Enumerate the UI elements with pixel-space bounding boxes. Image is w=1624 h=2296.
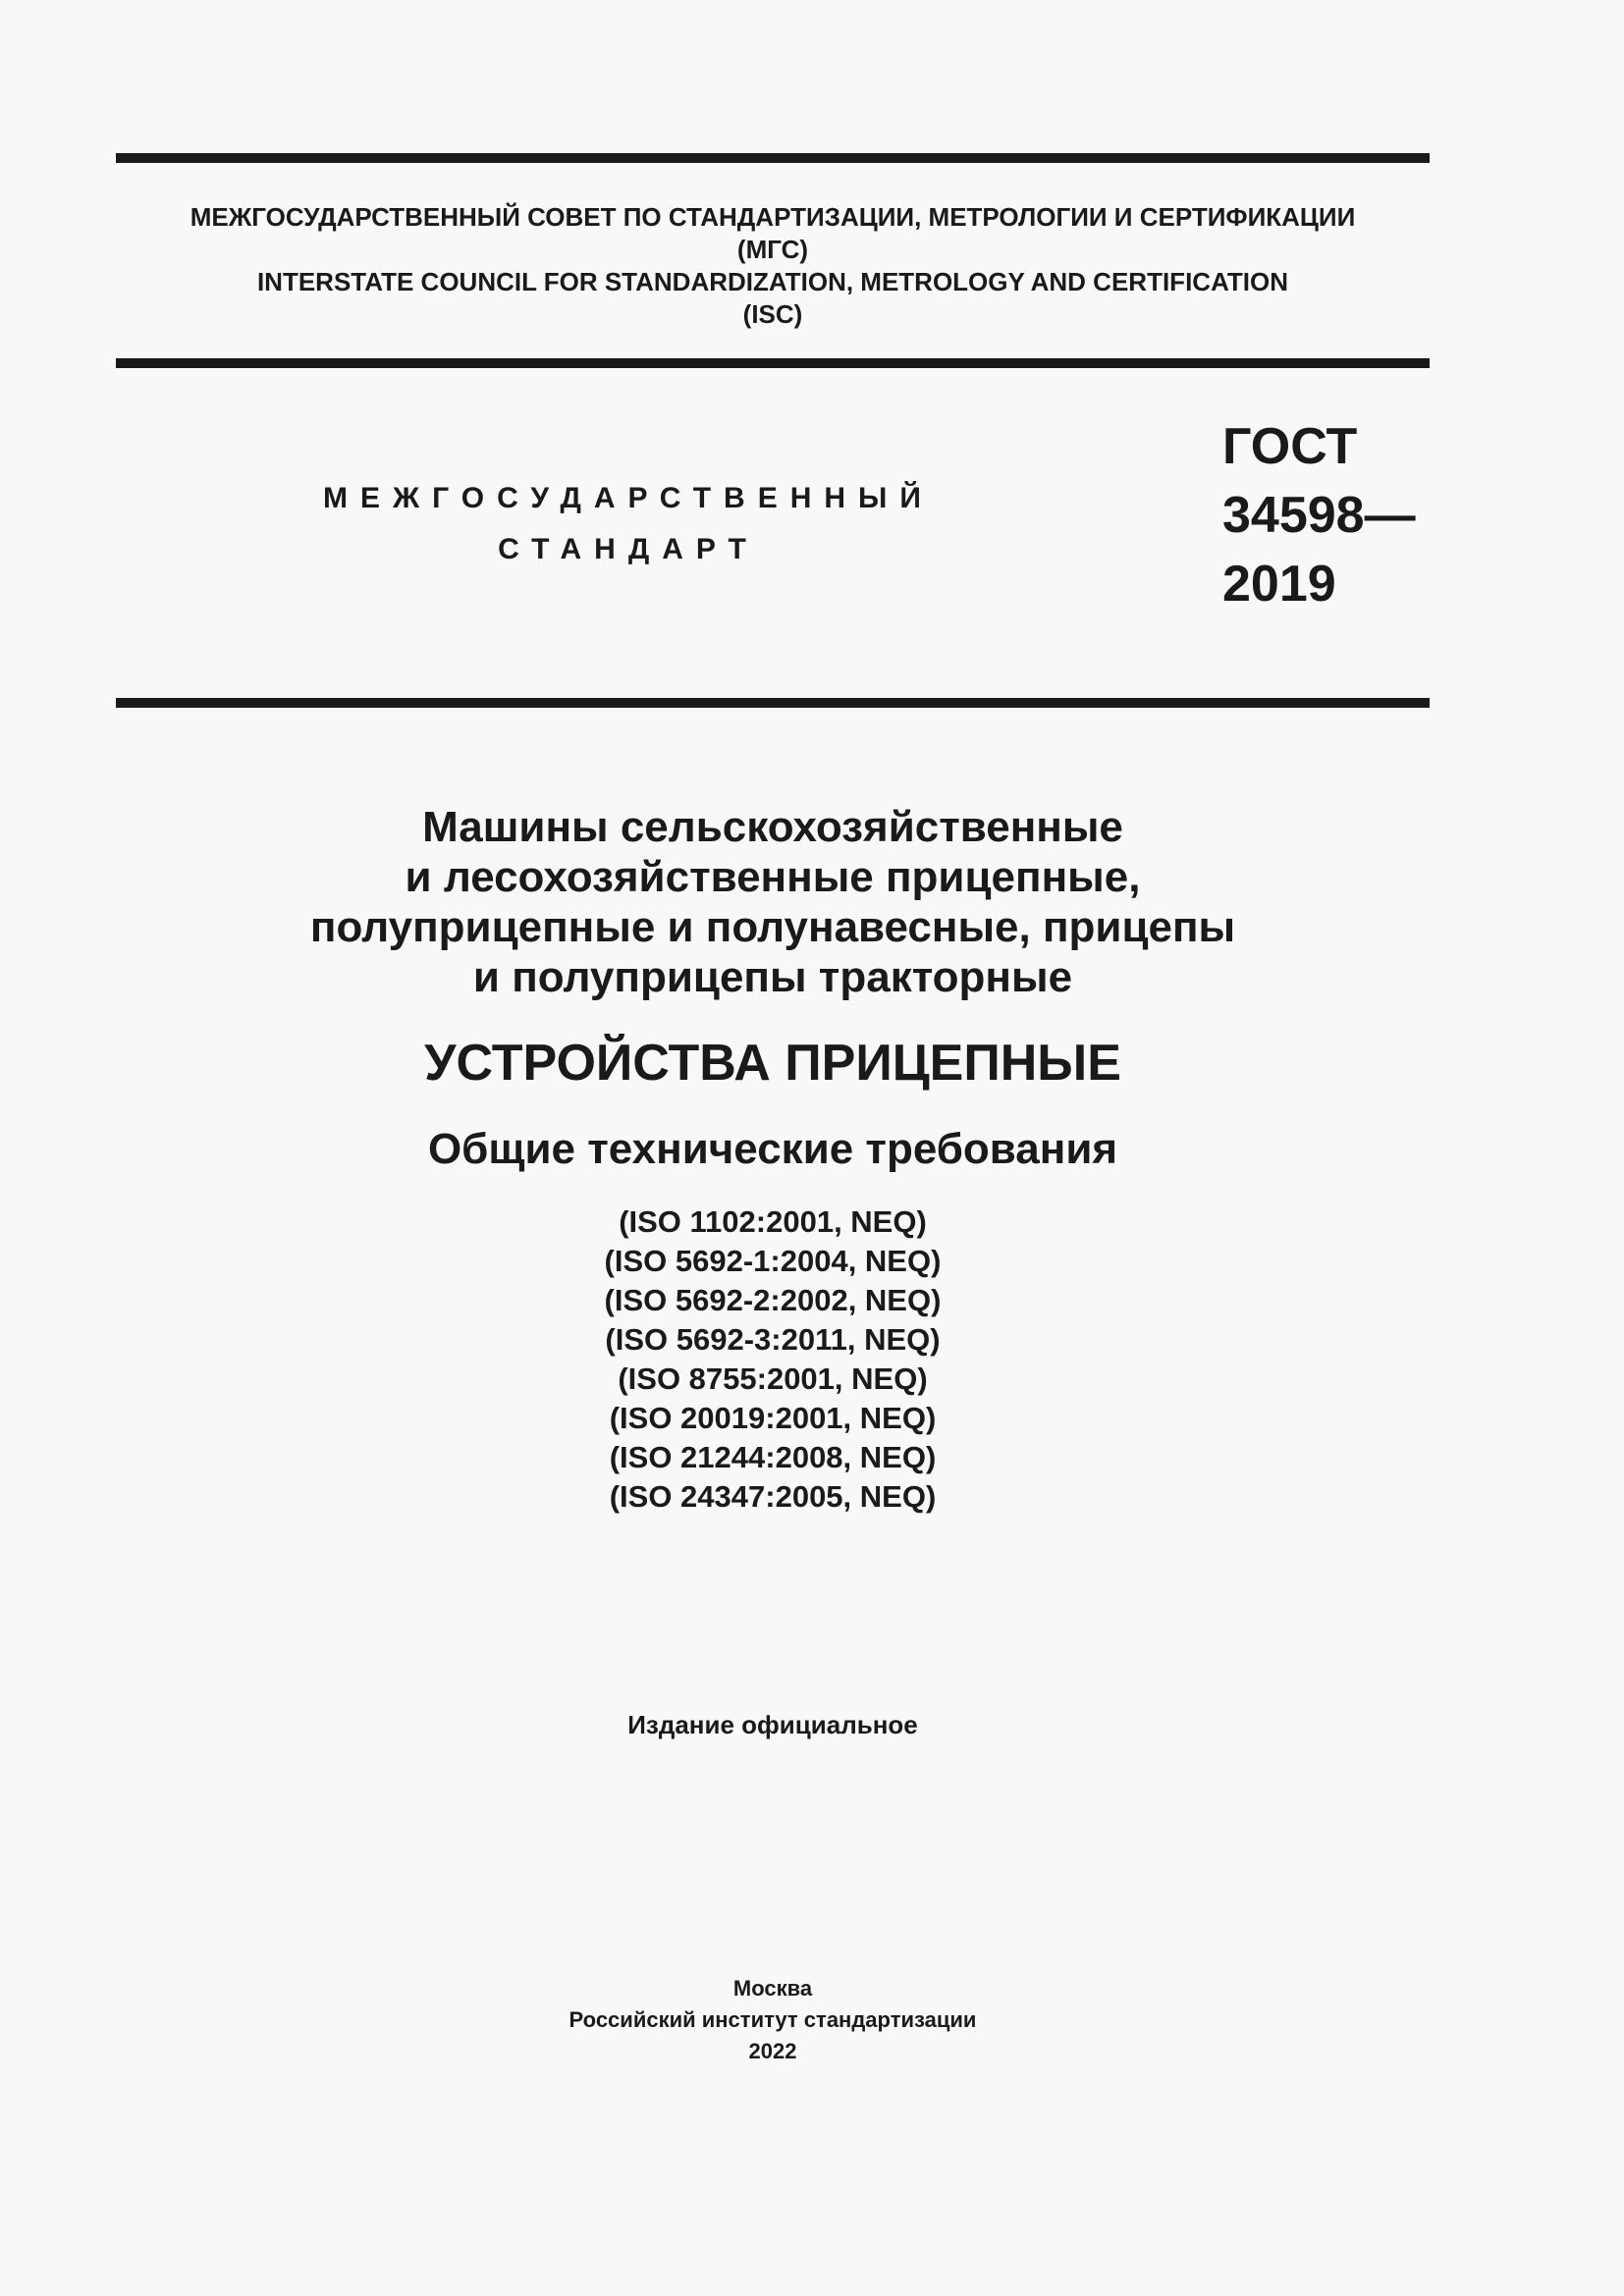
title-separator-rule <box>116 698 1430 708</box>
council-name-en: INTERSTATE COUNCIL FOR STANDARDIZATION, METROLOGY AND CERTIFICATION <box>256 267 1289 296</box>
council-abbr-ru: (МГС) <box>736 235 809 264</box>
top-rule <box>116 153 1430 163</box>
publisher-city: Москва <box>732 1976 813 2001</box>
iso-reference: (ISO 5692-2:2002, NEQ) <box>604 1283 942 1317</box>
main-title-line: Машины сельскохозяйственные <box>422 803 1123 851</box>
iso-reference: (ISO 5692-1:2004, NEQ) <box>604 1244 942 1278</box>
edition-note: Издание официальное <box>627 1710 918 1739</box>
council-header <box>116 201 1430 331</box>
iso-reference: (ISO 24347:2005, NEQ) <box>609 1479 937 1514</box>
publisher-block <box>116 1973 1430 2067</box>
iso-reference: (ISO 1102:2001, NEQ) <box>619 1204 927 1239</box>
subsubtitle: Общие технические требования <box>427 1125 1118 1173</box>
iso-reference: (ISO 20019:2001, NEQ) <box>609 1401 937 1435</box>
iso-reference: (ISO 5692-3:2011, NEQ) <box>605 1322 941 1357</box>
gost-designation-line-2: 34598— <box>1222 487 1416 544</box>
main-title-line: и полуприцепы тракторные <box>472 953 1073 1001</box>
iso-reference: (ISO 8755:2001, NEQ) <box>618 1362 928 1396</box>
subtitle: УСТРОЙСТВА ПРИЦЕПНЫЕ <box>424 1035 1121 1092</box>
gost-designation-line-1: ГОСТ <box>1222 418 1358 475</box>
standard-type-line-2: СТАНДАРТ <box>498 533 759 565</box>
title-block <box>116 802 1430 1517</box>
main-title <box>116 802 1430 1002</box>
standard-type-label <box>295 473 962 575</box>
publisher-year: 2022 <box>748 2039 797 2063</box>
iso-references <box>116 1202 1430 1517</box>
council-name-ru: МЕЖГОСУДАРСТВЕННЫЙ СОВЕТ ПО СТАНДАРТИЗАЦИИ, МЕТРОЛОГИИ И СЕРТИФИКАЦИИ <box>189 202 1356 232</box>
standard-type-line-1: МЕЖГОСУДАРСТВЕННЫЙ <box>323 482 934 514</box>
publisher-institute: Российский институт стандартизации <box>568 2007 977 2032</box>
iso-reference: (ISO 21244:2008, NEQ) <box>609 1440 937 1474</box>
council-abbr-en: (ISC) <box>742 299 803 329</box>
main-title-line: и лесохозяйственные прицепные, <box>405 853 1141 901</box>
gost-designation-line-3: 2019 <box>1222 556 1336 613</box>
header-bottom-rule <box>116 358 1430 368</box>
gost-designation <box>1222 412 1416 618</box>
main-title-line: полуприцепные и полунавесные, прицепы <box>309 903 1236 951</box>
